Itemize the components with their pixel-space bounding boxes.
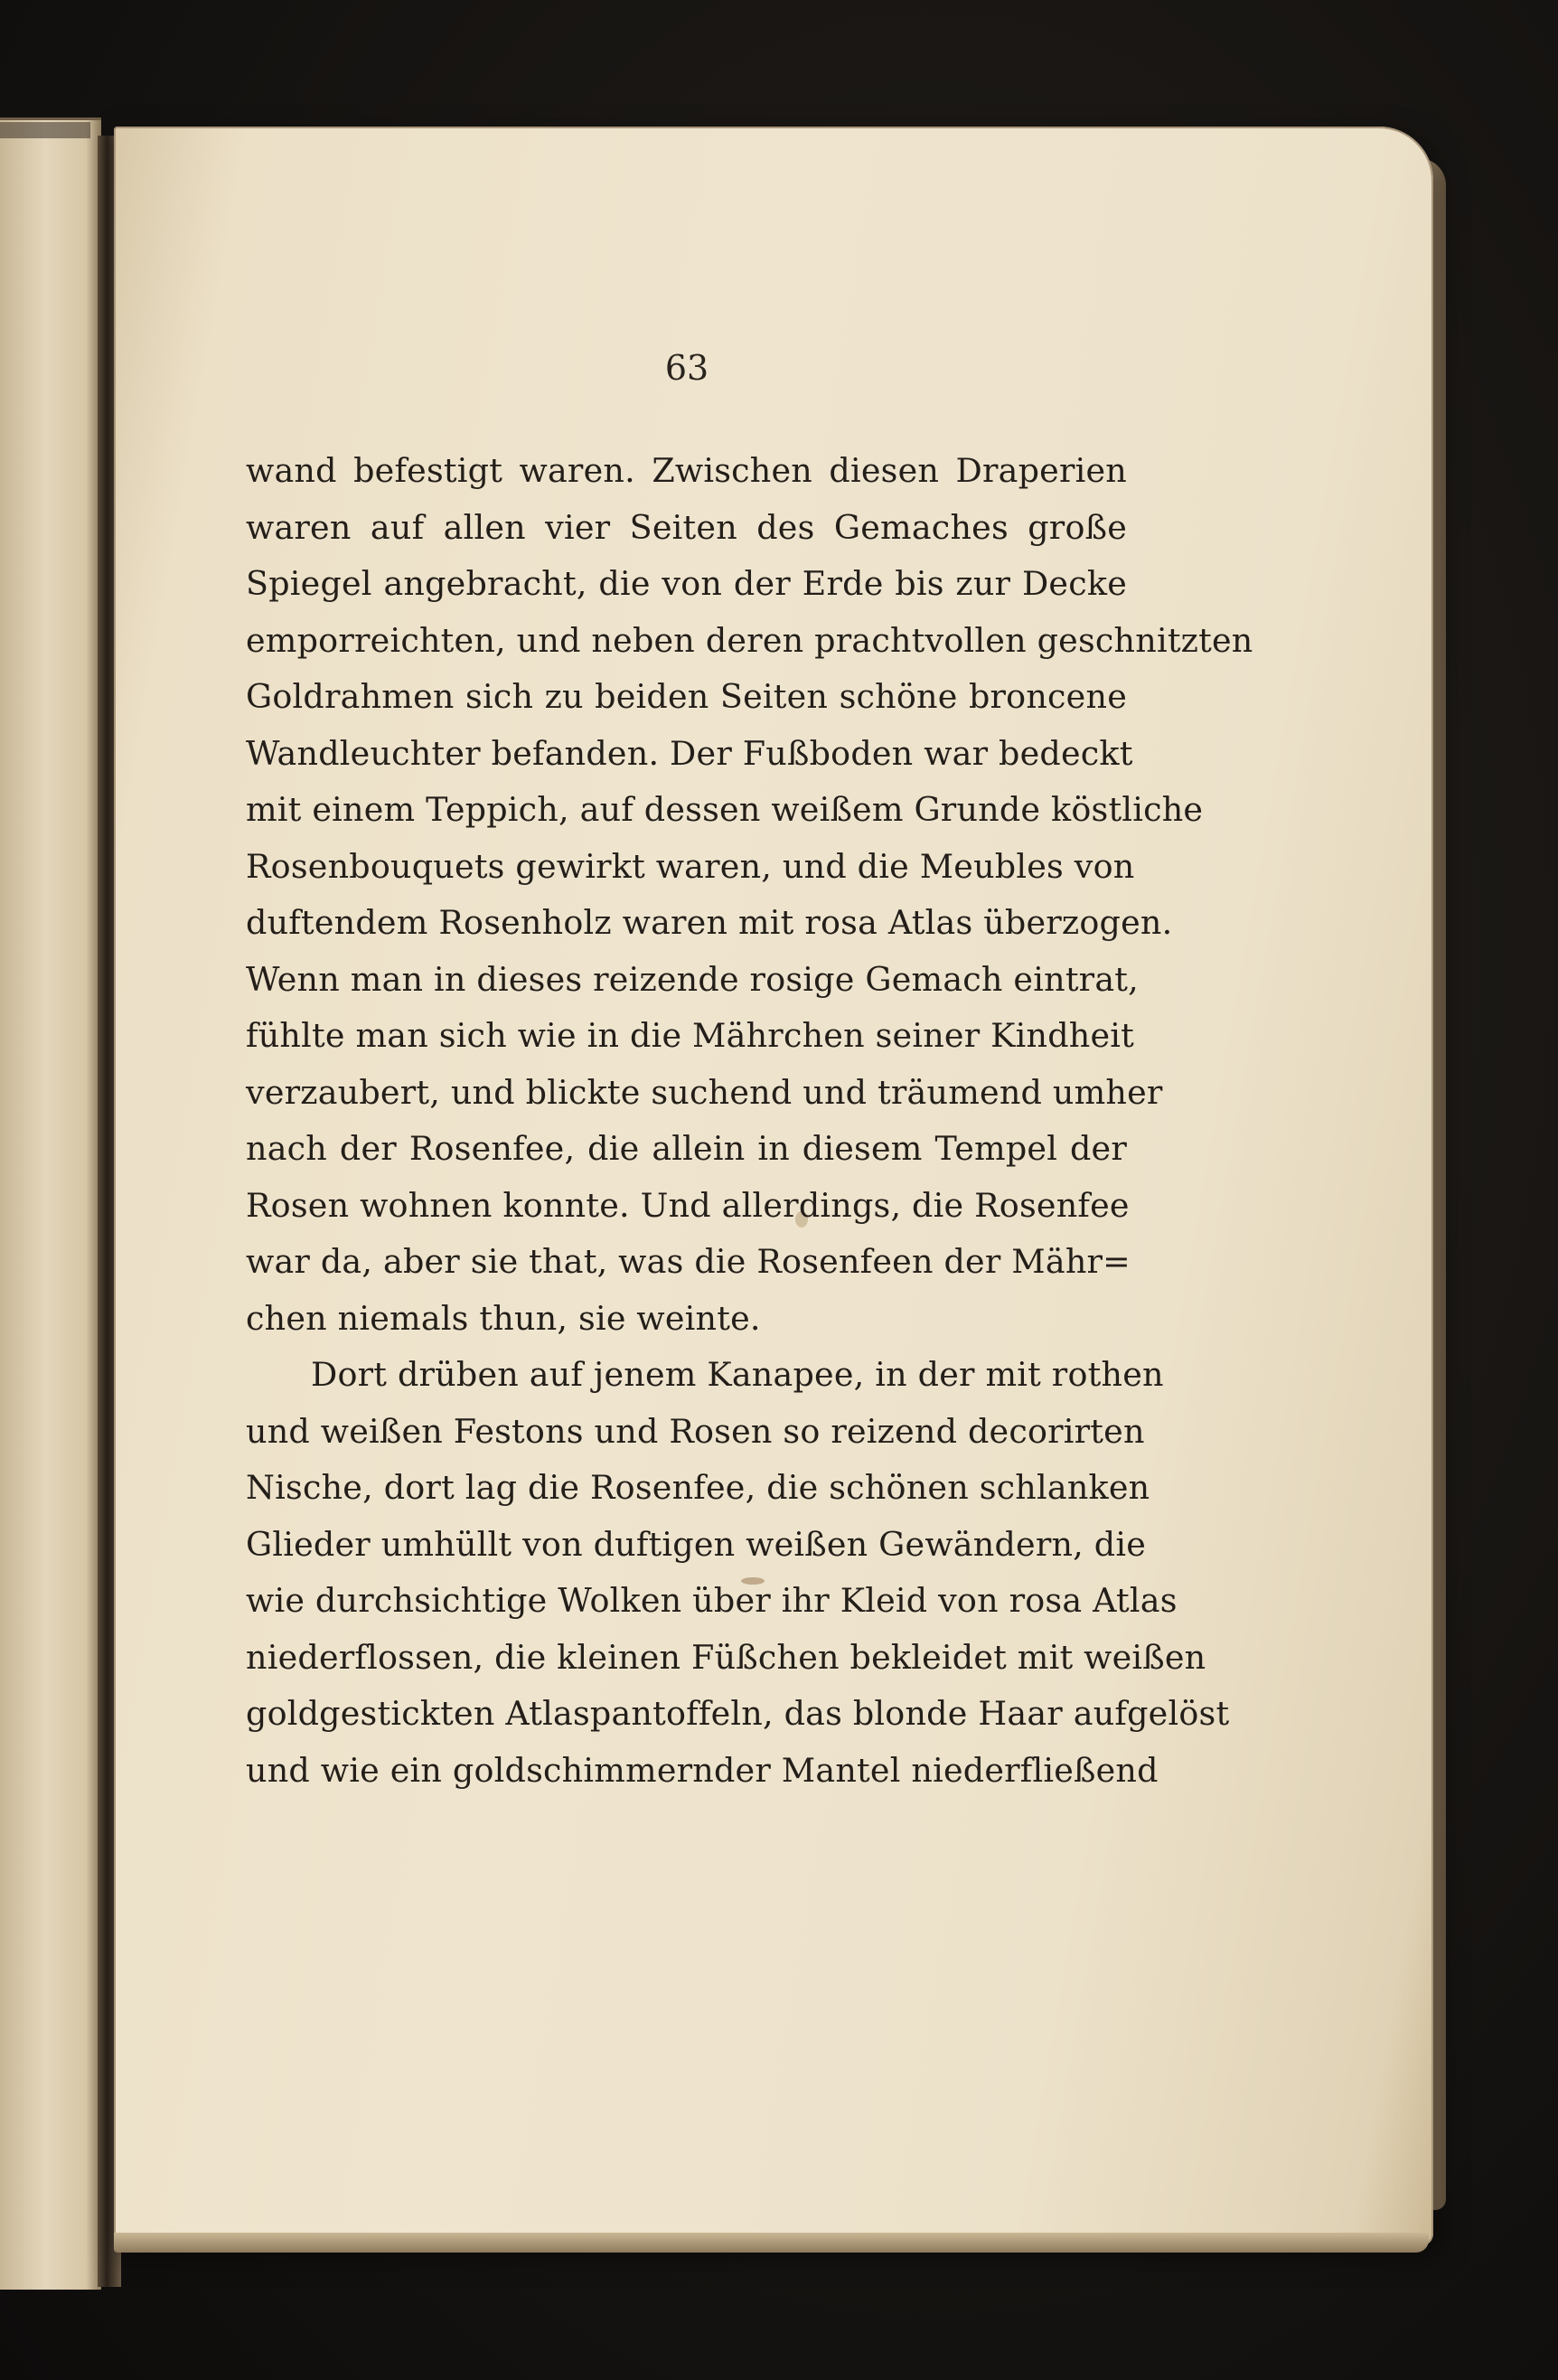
page-stack-bottom-edge — [114, 2233, 1429, 2253]
text-line: emporreichten, und neben deren prachtvollen geschnitzten — [246, 620, 1253, 660]
text-line: Rosen wohnen konnte. Und allerdings, die Rosenfee — [246, 1185, 1130, 1225]
text-line: Dort drüben auf jenem Kanapee, in der mit rothen — [311, 1355, 1164, 1394]
text-line: Rosenbouquets gewirkt waren, und die Meubles von — [246, 846, 1135, 886]
page-body-text — [246, 443, 1253, 1799]
text-line: und wie ein goldschimmernder Mantel niederfließend — [246, 1750, 1159, 1790]
text-line: Spiegel angebracht, die von der Erde bis zur Decke — [246, 564, 1127, 603]
text-line: Wenn man in dieses reizende rosige Gemach eintrat, — [246, 959, 1139, 999]
text-line: war da, aber sie that, was die Rosenfeen der Mähr= — [246, 1242, 1131, 1281]
text-line: mit einem Teppich, auf dessen weißem Grunde köstliche — [246, 790, 1204, 829]
text-line: duftendem Rosenholz waren mit rosa Atlas überzogen. — [246, 903, 1173, 942]
text-line: verzaubert, und blickte suchend und träumend umher — [246, 1072, 1163, 1112]
text-line: Wandleuchter befanden. Der Fußboden war bedeckt — [246, 733, 1133, 773]
text-line: Goldrahmen sich zu beiden Seiten schöne broncene — [246, 677, 1127, 716]
left-facing-page-edge — [0, 118, 101, 2290]
text-line: chen niemals thun, sie weinte. — [246, 1298, 761, 1338]
text-line: Nische, dort lag die Rosenfee, die schönen schlanken — [246, 1468, 1150, 1507]
text-line: goldgestickten Atlaspantoffeln, das blonde Haar aufgelöst — [246, 1694, 1230, 1733]
text-line: und weißen Festons und Rosen so reizend decorirten — [246, 1411, 1145, 1451]
text-line: wie durchsichtige Wolken über ihr Kleid von rosa Atlas — [246, 1581, 1178, 1620]
text-line: Glieder umhüllt von duftigen weißen Gewändern, die — [246, 1524, 1147, 1564]
page-number: 63 — [664, 348, 709, 388]
text-line: nach der Rosenfee, die allein in diesem Tempel der — [246, 1129, 1127, 1168]
text-line: fühlte man sich wie in die Mährchen seiner Kindheit — [246, 1016, 1135, 1055]
text-line: waren auf allen vier Seiten des Gemaches große — [246, 507, 1127, 547]
text-line: niederflossen, die kleinen Füßchen bekleidet mit weißen — [246, 1637, 1206, 1677]
text-line: wand befestigt waren. Zwischen diesen Draperien — [246, 451, 1127, 490]
left-page-shadow-band — [0, 122, 90, 138]
